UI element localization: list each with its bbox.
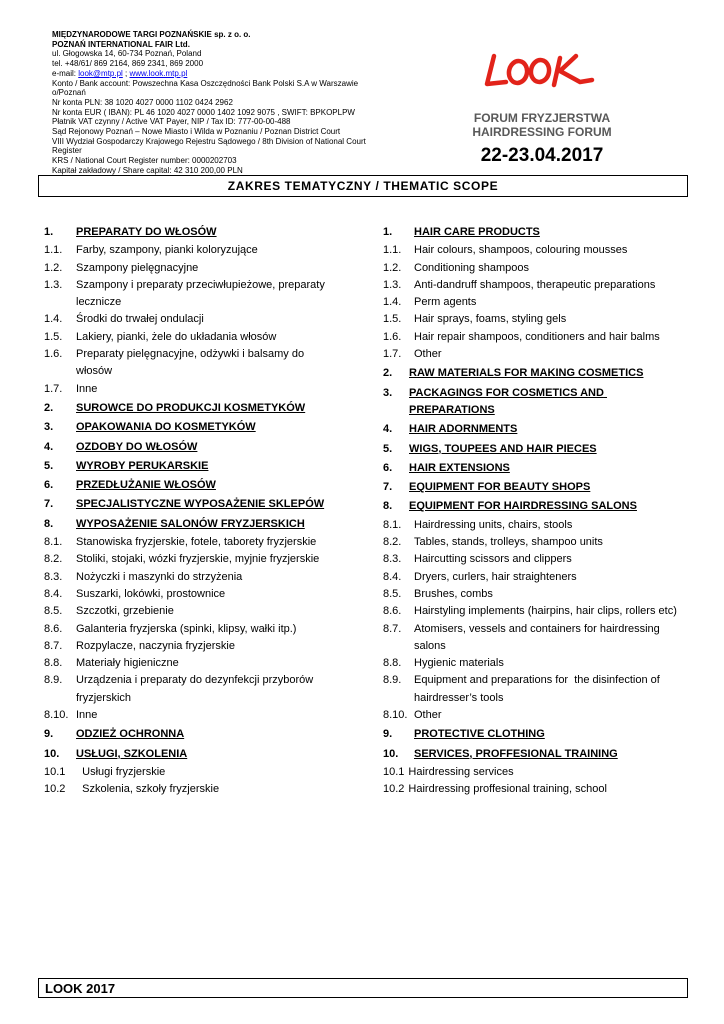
item-number: 3. bbox=[383, 386, 393, 399]
item-text: Hairdressing proffesional training, school bbox=[408, 783, 607, 796]
item-text: Rozpylacze, naczynia fryzjerskie bbox=[76, 639, 235, 652]
item-text: Equipment and preparations for the disinfection of hairdresser’s tools bbox=[414, 674, 663, 704]
item-number: 1.3. bbox=[383, 278, 402, 291]
scope-item bbox=[383, 672, 683, 707]
item-number: 8.7. bbox=[383, 622, 402, 635]
scope-item bbox=[44, 242, 340, 259]
item-text: Other bbox=[414, 348, 442, 361]
item-number: 2. bbox=[383, 367, 393, 380]
item-number: 7. bbox=[44, 498, 54, 511]
event-dates: 22-23.04.2017 bbox=[480, 145, 604, 166]
scope-item bbox=[44, 569, 340, 586]
item-text: RAW MATERIALS FOR MAKING COSMETICS bbox=[409, 367, 644, 380]
item-number: 1.6. bbox=[44, 348, 63, 361]
scope-heading bbox=[44, 224, 340, 241]
scope-heading bbox=[44, 400, 340, 417]
website-link[interactable]: www.look.mtp.pl bbox=[129, 68, 188, 78]
scope-heading bbox=[383, 460, 683, 477]
item-text: Usługi fryzjerskie bbox=[76, 765, 166, 778]
item-text: WYROBY PERUKARSKIE bbox=[76, 459, 209, 472]
scope-item bbox=[383, 294, 683, 311]
item-number: 8.10. bbox=[44, 709, 69, 722]
scope-heading bbox=[383, 365, 683, 382]
scope-item bbox=[44, 381, 340, 398]
vat-info: Płatnik VAT czynny / Active VAT Payer, NIP / Tax ID: 777-00-00-488 bbox=[52, 117, 291, 127]
scope-item bbox=[44, 707, 340, 724]
scope-item bbox=[44, 781, 340, 798]
item-number: 2. bbox=[44, 401, 54, 414]
scope-item bbox=[44, 534, 340, 551]
item-text: Hair colours, shampoos, colouring mousses bbox=[414, 244, 628, 257]
scope-item bbox=[44, 621, 340, 638]
item-number: 8.4. bbox=[44, 587, 63, 600]
item-text: HAIR CARE PRODUCTS bbox=[414, 226, 540, 238]
item-number: 10.1 bbox=[44, 765, 66, 778]
item-text: SUROWCE DO PRODUKCJI KOSMETYKÓW bbox=[76, 401, 306, 414]
item-text: Środki do trwałej ondulacji bbox=[76, 313, 204, 326]
item-number: 4. bbox=[383, 423, 393, 436]
scope-item bbox=[383, 655, 683, 672]
scope-item bbox=[44, 551, 340, 568]
scope-item bbox=[383, 242, 683, 259]
item-number: 1.5. bbox=[383, 313, 402, 326]
item-number: 10.1 bbox=[383, 765, 405, 778]
item-number: 6. bbox=[44, 479, 54, 492]
item-text: Suszarki, lokówki, prostownice bbox=[76, 587, 226, 600]
scope-heading bbox=[44, 746, 340, 763]
item-text: Hairstyling implements (hairpins, hair clips, rollers etc) bbox=[414, 605, 677, 618]
item-text: Inne bbox=[76, 709, 98, 722]
scope-item bbox=[383, 586, 683, 603]
company-info bbox=[52, 30, 392, 176]
item-text: Hairdressing services bbox=[408, 765, 514, 778]
item-number: 5. bbox=[44, 459, 54, 472]
scope-item bbox=[44, 655, 340, 672]
item-text: USŁUGI, SZKOLENIA bbox=[76, 747, 188, 760]
scope-item bbox=[44, 260, 340, 277]
item-number: 1.5. bbox=[44, 330, 63, 343]
share-capital: Kapitał zakładowy / Share capital: 42 310 200,00 PLN bbox=[52, 165, 243, 175]
scope-list-pl bbox=[44, 222, 340, 799]
item-number: 8.1. bbox=[383, 518, 402, 531]
item-text: Stanowiska fryzjerskie, fotele, taborety fryzjerskie bbox=[76, 536, 317, 549]
scope-item bbox=[383, 311, 683, 328]
item-number: 9. bbox=[44, 728, 54, 741]
item-text: Nożyczki i maszynki do strzyżenia bbox=[76, 570, 243, 583]
item-text: Conditioning shampoos bbox=[414, 261, 529, 274]
item-text: EQUIPMENT FOR BEAUTY SHOPS bbox=[409, 481, 591, 494]
thematic-scope-title: ZAKRES TEMATYCZNY / THEMATIC SCOPE bbox=[38, 175, 688, 197]
item-number: 1.3. bbox=[44, 278, 63, 291]
scope-heading bbox=[44, 477, 340, 494]
item-text: Szczotki, grzebienie bbox=[76, 605, 174, 618]
item-text: Atomisers, vessels and containers for hairdressing salons bbox=[414, 622, 663, 652]
scope-item bbox=[383, 346, 683, 363]
forum-title-en: HAIRDRESSING FORUM bbox=[472, 125, 612, 139]
item-text: Galanteria fryzjerska (spinki, klipsy, wałki itp.) bbox=[76, 622, 297, 635]
scope-item bbox=[383, 517, 683, 534]
scope-heading bbox=[383, 726, 683, 743]
item-text: Urządzenia i preparaty do dezynfekcji przyborów fryzjerskich bbox=[76, 674, 317, 704]
scope-item bbox=[44, 603, 340, 620]
scope-item bbox=[383, 603, 683, 620]
email-label: e-mail: bbox=[52, 68, 79, 78]
item-number: 1.1. bbox=[44, 244, 63, 257]
scope-heading bbox=[383, 479, 683, 496]
scope-item bbox=[44, 672, 340, 707]
company-contacts bbox=[52, 69, 392, 79]
scope-item bbox=[383, 764, 683, 781]
item-text: Perm agents bbox=[414, 296, 477, 309]
item-text: Szampony i preparaty przeciwłupieżowe, preparaty lecznicze bbox=[76, 278, 328, 309]
item-number: 4. bbox=[44, 440, 54, 453]
scope-heading bbox=[44, 419, 340, 436]
item-text: PREPARATY DO WŁOSÓW bbox=[76, 226, 217, 238]
item-number: 10.2 bbox=[383, 783, 405, 796]
item-text: Other bbox=[414, 709, 442, 722]
item-number: 10. bbox=[44, 747, 60, 760]
forum-title bbox=[452, 111, 632, 139]
scope-item bbox=[383, 551, 683, 568]
item-number: 10. bbox=[383, 747, 399, 760]
item-number: 8. bbox=[383, 500, 393, 513]
item-number: 1.6. bbox=[383, 330, 402, 343]
item-text: Lakiery, pianki, żele do układania włosów bbox=[76, 330, 277, 343]
scope-heading bbox=[44, 516, 340, 533]
item-text: HAIR EXTENSIONS bbox=[409, 461, 510, 474]
item-number: 1. bbox=[383, 226, 393, 238]
item-text: EQUIPMENT FOR HAIRDRESSING SALONS bbox=[409, 500, 637, 513]
item-text: Materiały higieniczne bbox=[76, 657, 179, 670]
item-number: 7. bbox=[383, 481, 393, 494]
item-number: 8.5. bbox=[44, 605, 63, 618]
company-address: ul. Głogowska 14, 60-734 Poznań, Poland bbox=[52, 49, 202, 59]
scope-heading bbox=[383, 421, 683, 438]
forum-title-pl: FORUM FRYZJERSTWA bbox=[473, 111, 611, 125]
item-number: 8.3. bbox=[44, 570, 63, 583]
item-number: 8. bbox=[44, 517, 54, 530]
item-text: Stoliki, stojaki, wózki fryzjerskie, myjnie fryzjerskie bbox=[76, 553, 320, 566]
item-number: 8.1. bbox=[44, 536, 63, 549]
scope-item bbox=[383, 277, 683, 294]
item-text: Brushes, combs bbox=[414, 587, 493, 600]
item-number: 10.2 bbox=[44, 783, 66, 796]
item-number: 1.2. bbox=[44, 261, 63, 274]
scope-item bbox=[44, 277, 340, 312]
item-text: Inne bbox=[76, 382, 98, 395]
scope-item bbox=[383, 621, 683, 656]
item-text: WYPOSAŻENIE SALONÓW FRYZJERSKICH bbox=[76, 517, 305, 530]
item-number: 8.10. bbox=[383, 709, 408, 722]
item-number: 8.8. bbox=[383, 657, 402, 670]
item-number: 1.4. bbox=[44, 313, 63, 326]
item-number: 1.1. bbox=[383, 244, 402, 257]
scope-item bbox=[383, 781, 683, 798]
scope-item bbox=[44, 311, 340, 328]
item-number: 8.6. bbox=[383, 605, 402, 618]
look-logo bbox=[480, 48, 600, 96]
item-number: 8.6. bbox=[44, 622, 63, 635]
contact-separator: ; bbox=[122, 68, 130, 78]
scope-item bbox=[44, 586, 340, 603]
scope-item bbox=[383, 534, 683, 551]
scope-heading bbox=[383, 746, 683, 763]
scope-item bbox=[383, 260, 683, 277]
scope-heading bbox=[44, 439, 340, 456]
item-text: Tables, stands, trolleys, shampoo units bbox=[414, 536, 603, 549]
item-text: Szkolenia, szkoły fryzjerskie bbox=[76, 783, 220, 796]
item-text: SPECJALISTYCZNE WYPOSAŻENIE SKLEPÓW bbox=[76, 498, 325, 511]
item-number: 1.2. bbox=[383, 261, 402, 274]
item-text: ODZIEŻ OCHRONNA bbox=[76, 728, 185, 741]
item-number: 8.2. bbox=[383, 536, 402, 549]
email-link[interactable]: look@mtp.pl bbox=[78, 68, 123, 78]
item-number: 8.2. bbox=[44, 553, 63, 566]
scope-heading bbox=[383, 441, 683, 458]
scope-heading bbox=[44, 496, 340, 513]
item-text: SERVICES, PROFFESIONAL TRAINING bbox=[414, 747, 618, 760]
item-text: PACKAGINGS FOR COSMETICS AND PREPARATIONS bbox=[409, 386, 608, 416]
item-number: 6. bbox=[383, 461, 393, 474]
scope-item bbox=[44, 638, 340, 655]
krs-number: KRS / National Court Register number: 0000202703 bbox=[52, 156, 237, 166]
item-text: Hair repair shampoos, conditioners and hair balms bbox=[414, 330, 660, 343]
item-number: 8.4. bbox=[383, 570, 402, 583]
item-number: 8.3. bbox=[383, 553, 402, 566]
scope-heading bbox=[383, 385, 683, 420]
scope-item bbox=[383, 707, 683, 724]
item-number: 1.7. bbox=[383, 348, 402, 361]
item-text: Dryers, curlers, hair straighteners bbox=[414, 570, 577, 583]
item-number: 1. bbox=[44, 226, 54, 238]
item-text: Haircutting scissors and clippers bbox=[414, 553, 572, 566]
item-text: Hygienic materials bbox=[414, 657, 504, 670]
item-text: Anti-dandruff shampoos, therapeutic preparations bbox=[414, 278, 656, 291]
item-text: Preparaty pielęgnacyjne, odżywki i balsamy do włosów bbox=[76, 348, 308, 378]
item-number: 1.4. bbox=[383, 296, 402, 309]
footer-label: LOOK 2017 bbox=[38, 978, 688, 998]
item-number: 8.7. bbox=[44, 639, 63, 652]
item-text: Farby, szampony, pianki koloryzujące bbox=[76, 244, 258, 257]
company-name-en: POZNAŃ INTERNATIONAL FAIR Ltd. bbox=[52, 39, 190, 49]
company-name-pl: MIĘDZYNARODOWE TARGI POZNAŃSKIE sp. z o. o. bbox=[52, 30, 251, 39]
account-eur: Nr konta EUR ( IBAN): PL 46 1020 4027 0000 1402 1092 9075 , SWIFT: BPKOPLPW bbox=[52, 107, 355, 117]
item-number: 3. bbox=[44, 421, 54, 434]
scope-heading bbox=[383, 498, 683, 515]
court-info: Sąd Rejonowy Poznań – Nowe Miasto i Wilda w Poznaniu / Poznan District Court bbox=[52, 127, 341, 137]
scope-item bbox=[44, 346, 340, 381]
scope-heading bbox=[44, 458, 340, 475]
scope-item bbox=[383, 569, 683, 586]
item-text: PRZEDŁUŻANIE WŁOSÓW bbox=[76, 479, 216, 492]
scope-item bbox=[383, 329, 683, 346]
item-text: Szampony pielęgnacyjne bbox=[76, 261, 199, 274]
item-number: 8.5. bbox=[383, 587, 402, 600]
scope-heading bbox=[383, 224, 683, 241]
item-text: Hair sprays, foams, styling gels bbox=[414, 313, 567, 326]
court-division: VIII Wydział Gospodarczy Krajowego Rejestru Sądowego / 8th Division of National Court Register bbox=[52, 136, 366, 156]
item-text: WIGS, TOUPEES AND HAIR PIECES bbox=[409, 442, 597, 455]
item-text: OPAKOWANIA DO KOSMETYKÓW bbox=[76, 421, 256, 434]
item-number: 8.9. bbox=[44, 674, 63, 687]
company-phone: tel. +48/61/ 869 2164, 869 2341, 869 2000 bbox=[52, 59, 204, 69]
scope-item bbox=[44, 329, 340, 346]
item-number: 5. bbox=[383, 442, 393, 455]
item-text: OZDOBY DO WŁOSÓW bbox=[76, 440, 198, 453]
scope-list-en bbox=[383, 222, 683, 799]
scope-item bbox=[44, 764, 340, 781]
item-text: PROTECTIVE CLOTHING bbox=[414, 728, 545, 741]
bank-account: Konto / Bank account: Powszechna Kasa Oszczędności Bank Polski S.A w Warszawie o/Poznań bbox=[52, 78, 359, 98]
item-number: 8.8. bbox=[44, 657, 63, 670]
account-pln: Nr konta PLN: 38 1020 4027 0000 1102 0424 2962 bbox=[52, 97, 233, 107]
item-number: 1.7. bbox=[44, 382, 63, 395]
item-number: 8.9. bbox=[383, 674, 402, 687]
scope-heading bbox=[44, 726, 340, 743]
item-text: HAIR ADORNMENTS bbox=[409, 423, 518, 436]
item-text: Hairdressing units, chairs, stools bbox=[414, 518, 573, 531]
item-number: 9. bbox=[383, 728, 393, 741]
